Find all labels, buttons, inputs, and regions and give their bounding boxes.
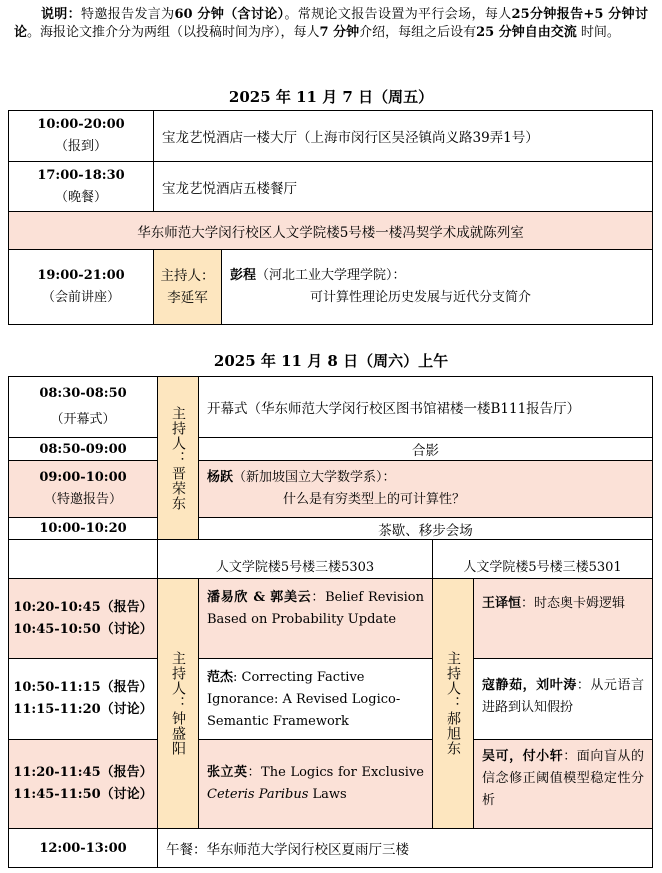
day1-host-cell xyxy=(153,249,222,325)
day1-lecture-affil: （河北工业大学理学院）： xyxy=(256,268,406,283)
day1-title: 2025 年 11 月 7 日（周五） xyxy=(228,88,434,106)
intro-label: 说明： xyxy=(40,7,82,22)
day1-dinner-label: （晚餐） xyxy=(54,189,107,205)
slot2-a-cell xyxy=(198,658,433,740)
opening-place: 开幕式（华东师范大学闵行校区图书馆裙楼一楼B111报告厅） xyxy=(198,376,653,438)
host-a: 主持人：钟盛阳 xyxy=(170,651,186,756)
keynote-label: （特邀报告） xyxy=(43,492,122,507)
day2-title: 2025 年 11 月 8 日（周六）上午 xyxy=(213,352,449,370)
lunch-text: 午餐：华东师范大学闵行校区夏雨厅三楼 xyxy=(157,828,653,868)
tea-text: 茶歇、移步会场 xyxy=(198,517,653,540)
slot2-a-speaker: 范杰 xyxy=(207,670,234,685)
main-host: 主持人：晋荣东 xyxy=(170,405,186,511)
slot3-a-cell xyxy=(198,739,433,829)
keynote-speaker: 杨跃 xyxy=(207,470,234,485)
day1-dinner-time-cell xyxy=(8,161,154,212)
intro-text-1: 特邀报告发言为 xyxy=(81,7,175,22)
day1-lecture-title: 可计算性理论历史发展与近代分支简介 xyxy=(310,290,532,305)
slot2-time-cell xyxy=(8,658,158,740)
day1-dinner-place: 宝龙艺悦酒店五楼餐厅 xyxy=(153,161,653,212)
slot3-time-talk: 11:20-11:45（报告） xyxy=(13,765,153,780)
intro-bold-4: 25 分钟自由交流 xyxy=(476,24,577,40)
room-b: 人文学院楼5号楼三楼5301 xyxy=(432,539,653,579)
day1-lecture-time: 19:00-21:00 xyxy=(37,268,125,283)
intro-text-2: 。常规论文报告设置为平行会场，每人 xyxy=(284,7,512,22)
keynote-cell xyxy=(198,460,653,518)
host-a-cell xyxy=(157,578,199,829)
main-host-cell xyxy=(157,376,199,540)
slot3-time-cell xyxy=(8,739,158,829)
opening-time-cell xyxy=(8,376,158,438)
slot3-b-title: ：面向盲从的信念修正阈值模型稳定性分析 xyxy=(482,749,644,808)
slot1-time-discuss: 10:45-10:50（讨论） xyxy=(13,621,153,637)
slot2-time-talk: 10:50-11:15（报告） xyxy=(13,680,153,695)
keynote-time: 09:00-10:00 xyxy=(39,470,127,485)
photo-time: 08:50-09:00 xyxy=(8,437,158,461)
slot3-a-title-1: ：The Logics for Exclusive xyxy=(247,765,424,780)
day1-lecture-time-cell xyxy=(8,249,154,325)
slot2-b-speaker: 寇静茹，刘叶涛 xyxy=(482,678,577,693)
slot1-b-title: ：时态奥卡姆逻辑 xyxy=(521,596,626,611)
rooms-blank-cell xyxy=(8,539,158,579)
host-b-cell xyxy=(432,578,474,829)
slot3-time-discuss: 11:45-11:50（讨论） xyxy=(13,787,153,802)
day1-lecture-cell xyxy=(221,249,653,325)
opening-label: （开幕式） xyxy=(50,412,116,427)
intro-paragraph xyxy=(14,6,648,41)
slot2-b-title: ：从元语言进路到认知假扮 xyxy=(482,678,644,715)
keynote-title: 什么是有穷类型上的可计算性？ xyxy=(283,492,466,507)
intro-text-4: 介绍，每组之后设有 xyxy=(359,24,477,40)
slot1-b-cell xyxy=(473,578,653,659)
intro-bold-2: 25分钟报告+5 分钟讨论 xyxy=(14,7,648,40)
slot2-time-discuss: 11:15-11:20（讨论） xyxy=(13,702,153,717)
slot2-a-title: : Correcting Factive Ignorance: A Revised Logico-Semantic Framework xyxy=(207,670,401,729)
photo-text: 合影 xyxy=(198,437,653,461)
day1-checkin-label: （报到） xyxy=(54,139,107,154)
day1-checkin-time: 10:00-20:00 xyxy=(37,117,125,132)
day1-host-name: 李延军 xyxy=(167,290,208,306)
intro-text-5: 时间。 xyxy=(580,24,620,40)
day1-venue-banner: 华东师范大学闵行校区人文学院楼5号楼一楼冯契学术成就陈列室 xyxy=(8,211,653,250)
slot3-a-title-2: Laws xyxy=(308,787,347,802)
slot3-a-title-italic: Ceteris Paribus xyxy=(207,787,309,802)
slot1-a-cell xyxy=(198,578,433,659)
slot1-a-title: ：Belief Revision Based on Probability Update xyxy=(207,590,424,627)
intro-text-3: 。海报论文推介分为两组（以投稿时间为序），每人 xyxy=(27,24,320,40)
day1-checkin-time-cell xyxy=(8,110,154,162)
host-b: 主持人：郝旭东 xyxy=(445,651,461,756)
day1-host-label: 主持人： xyxy=(160,268,215,284)
day1-lecture-label: （会前讲座） xyxy=(41,290,120,305)
slot1-time-cell xyxy=(8,578,158,659)
day1-lecture-speaker: 彭程 xyxy=(230,268,257,283)
slot1-b-speaker: 王译恒 xyxy=(482,596,522,611)
intro-bold-1: 60 分钟（含讨论） xyxy=(174,7,285,22)
slot1-time-talk: 10:20-10:45（报告） xyxy=(13,599,153,615)
slot3-b-cell xyxy=(473,739,653,829)
day1-dinner-time: 17:00-18:30 xyxy=(37,167,125,183)
slot3-a-speaker: 张立英 xyxy=(207,765,248,780)
slot2-b-cell xyxy=(473,658,653,740)
tea-time: 10:00-10:20 xyxy=(8,517,158,540)
day1-checkin-place: 宝龙艺悦酒店一楼大厅（上海市闵行区吴泾镇尚义路39弄1号） xyxy=(153,110,653,162)
slot1-a-speaker: 潘易欣 & 郭美云 xyxy=(207,590,312,605)
keynote-affil: （新加坡国立大学数学系）： xyxy=(233,470,396,485)
opening-time: 08:30-08:50 xyxy=(39,386,127,401)
slot3-b-speaker: 吴可，付小轩 xyxy=(482,749,564,764)
intro-bold-3: 7 分钟 xyxy=(319,24,360,40)
keynote-time-cell xyxy=(8,460,158,518)
room-a: 人文学院楼5号楼三楼5303 xyxy=(157,539,433,579)
lunch-time: 12:00-13:00 xyxy=(8,828,158,868)
